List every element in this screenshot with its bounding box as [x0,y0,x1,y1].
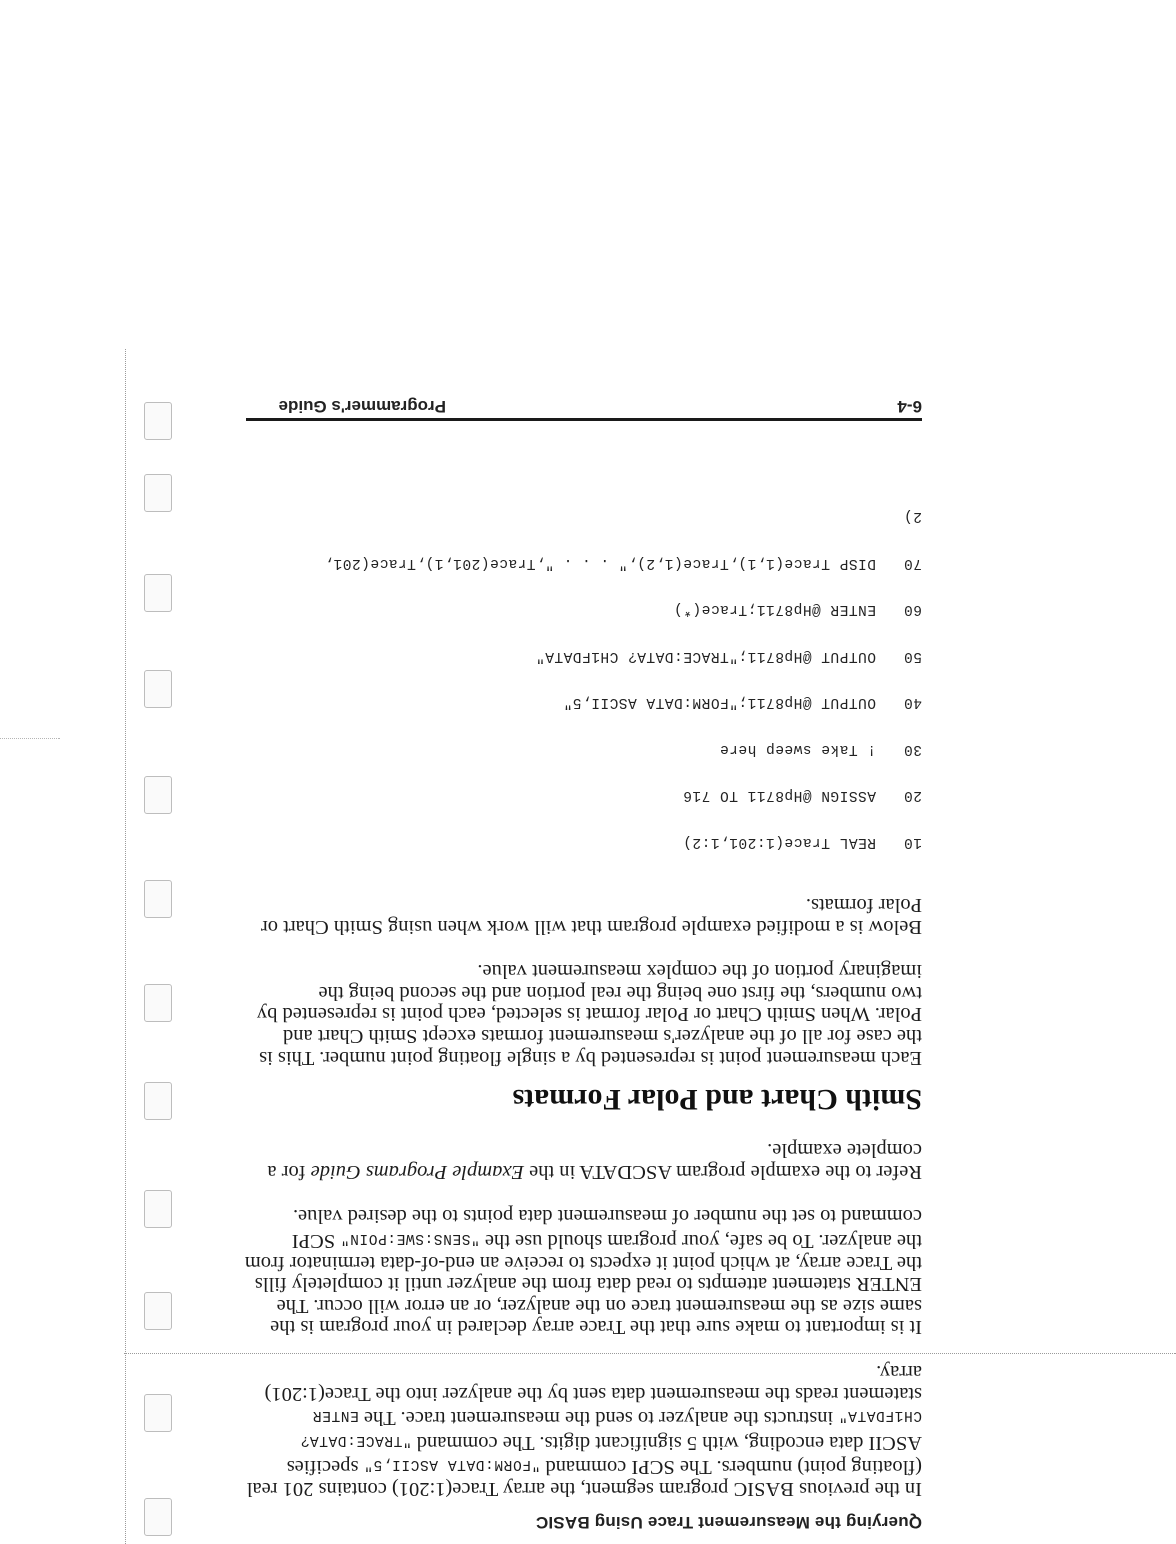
binder-hole [144,402,172,440]
binder-hole [144,1190,172,1228]
book-title: Example Programs Guide [310,1160,524,1183]
paragraph-text: Refer to the example program ASCDATA in the [523,1160,922,1183]
code-line: 70 DISP Trace(1,1),Trace(1,2)," . . . ",Trace(201,1),Trace(201, [323,554,922,571]
guide-title: Programmer's Guide [278,397,446,416]
binder-hole [144,880,172,918]
binder-hole [144,1082,172,1120]
code-line: 20 ASSIGN @Hp8711 TO 716 [682,787,922,804]
footer-rule [246,418,922,421]
section-heading: Smith Chart and Polar Formats [512,1082,922,1116]
scpi-command: "FORM:DATA ASCII,5" [363,1456,541,1473]
binder-hole [144,574,172,612]
page-body [242,477,922,1499]
paragraph-measurement-point: Each measurement point is represented by a single floating point number. This is the case for all of the analyzer's measurement formats except Smith Chart and Polar. When Smith Chart or Polar format is selected, each point is represented by two numbers, the first one being the real portion and the second being the imaginary portion of the complex measurement value. [256,960,922,1069]
page-number: 6-4 [897,397,922,416]
paragraph-trace-array [242,1360,922,1499]
binder-hole [144,984,172,1022]
paragraph-text: In the previous BASIC program segment, the array Trace(1:201) contains 201 real (floating point) numbers. The SCPI command [246,1456,922,1500]
binder-hole [144,670,172,708]
paragraph-array-size [242,1205,922,1338]
code-line: 2) [903,508,922,525]
code-line: 50 OUTPUT @Hp8711;"TRACE:DATA? CH1FDATA" [535,647,922,664]
scan-artifact-line [0,738,60,739]
paragraph-text: statement reads the measurement data sent by the analyzer into the Trace(1:201) array. [264,1361,922,1405]
paragraph-reference [242,1139,922,1182]
code-line: 60 ENTER @Hp8711;Trace(*) [673,601,922,618]
code-line: 40 OUTPUT @Hp8711;"FORM:DATA ASCII,5" [563,694,922,711]
binder-hole [144,776,172,814]
paragraph-text: instructs the analyzer to send the measurement trace. The [358,1407,839,1430]
paragraph-text: SCPI command to set the number of measurement data points to the desired value. [291,1205,922,1253]
basic-keyword: ENTER [312,1407,359,1424]
binder-hole [144,474,172,512]
paragraph-example-intro: Below is a modified example program that will work when using Smith Chart or Polar formats. [260,894,922,938]
scpi-command: "TRACE:DATA? CH1FDATA" [300,1407,922,1448]
binder-hole [144,1394,172,1432]
running-head: Querying the Measurement Trace Using BASIC [535,1513,922,1532]
code-line: 30 ! Take sweep here [719,740,922,757]
code-listing [242,477,922,880]
code-line: 10 REAL Trace(1:201,1:2) [682,833,922,850]
paragraph-text: specifies ASCII data encoding, with 5 significant digits. The command [286,1431,922,1479]
page-edge [125,349,126,1544]
scpi-command: "SENS:SWE:POIN" [340,1230,480,1247]
binder-hole [144,1292,172,1330]
binder-hole [144,1498,172,1536]
paragraph-text: for a complete example. [267,1139,922,1183]
paragraph-text: It is important to make sure that the Trace array declared in your program is the same size as the measurement trace on the analyzer, or an error will occur. The ENTER statement attempts to read data from the analyzer until it completely fills the Trace array, at which point it expects to receive an end-of-data terminator from the analyzer. To be safe, your program should use the [244,1230,922,1339]
